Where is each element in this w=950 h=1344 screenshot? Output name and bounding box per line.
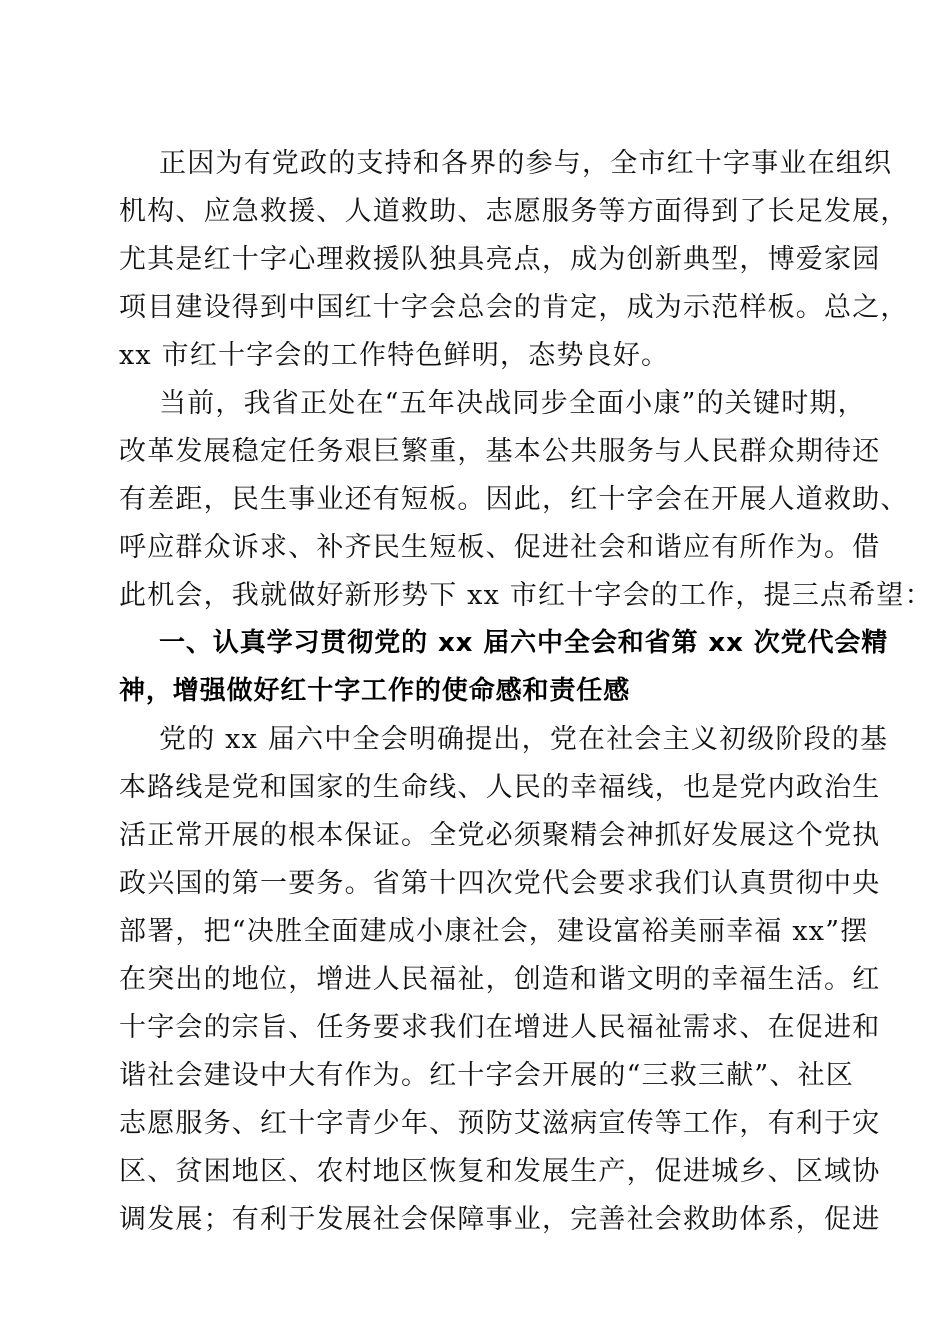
paragraph-1-line-2: 机构、应急救援、人道救助、志愿服务等方面得到了长足发展，: [119, 196, 909, 227]
paragraph-3-line-2: 本路线是党和国家的生命线、人民的幸福线，也是党内政治生: [119, 772, 881, 803]
paragraph-1-line-5: xx 市红十字会的工作特色鲜明，态势良好。: [119, 340, 670, 371]
paragraph-2-line-3: 有差距，民生事业还有短板。因此，红十字会在开展人道救助、: [119, 484, 909, 515]
paragraph-2-line-5: 此机会，我就做好新形势下 xx 市红十字会的工作，提三点希望：: [119, 580, 933, 611]
paragraph-3-line-8: 谐社会建设中大有作为。红十字会开展的“三救三献”、社区: [119, 1060, 855, 1091]
paragraph-3-line-9: 志愿服务、红十字青少年、预防艾滋病宣传等工作，有利于灾: [119, 1108, 881, 1139]
paragraph-3-line-6: 在突出的地位，增进人民福祉，创造和谐文明的幸福生活。红: [119, 964, 881, 995]
section-heading-line-2: 神，增强做好红十字工作的使命感和责任感: [119, 676, 631, 706]
section-heading-line-1: 一、认真学习贯彻党的 xx 届六中全会和省第 xx 次党代会精: [159, 628, 889, 658]
paragraph-3-line-10: 区、贫困地区、农村地区恢复和发展生产，促进城乡、区域协: [119, 1156, 881, 1187]
paragraph-3-line-11: 调发展；有利于发展社会保障事业，完善社会救助体系，促进: [119, 1204, 881, 1235]
paragraph-2-line-2: 改革发展稳定任务艰巨繁重，基本公共服务与人民群众期待还: [119, 436, 881, 467]
paragraph-1-line-4: 项目建设得到中国红十字会总会的肯定，成为示范样板。总之，: [119, 292, 909, 323]
paragraph-1-line-3: 尤其是红十字心理救援队独具亮点，成为创新典型，博爱家园: [119, 244, 881, 275]
paragraph-3-line-7: 十字会的宗旨、任务要求我们在增进人民福祉需求、在促进和: [119, 1012, 881, 1043]
paragraph-2-line-4: 呼应群众诉求、补齐民生短板、促进社会和谐应有所作为。借: [119, 532, 881, 563]
paragraph-2-line-1: 当前，我省正处在“五年决战同步全面小康”的关键时期，: [159, 388, 866, 419]
paragraph-3-line-1: 党的 xx 届六中全会明确提出，党在社会主义初级阶段的基: [159, 724, 889, 755]
paragraph-1-line-1: 正因为有党政的支持和各界的参与，全市红十字事业在组织: [159, 148, 893, 179]
paragraph-3-line-5: 部署，把“决胜全面建成小康社会，建设富裕美丽幸福 xx”摆: [119, 916, 869, 947]
paragraph-3-line-4: 政兴国的第一要务。省第十四次党代会要求我们认真贯彻中央: [119, 868, 881, 899]
paragraph-3-line-3: 活正常开展的根本保证。全党必须聚精会神抓好发展这个党执: [119, 820, 881, 851]
